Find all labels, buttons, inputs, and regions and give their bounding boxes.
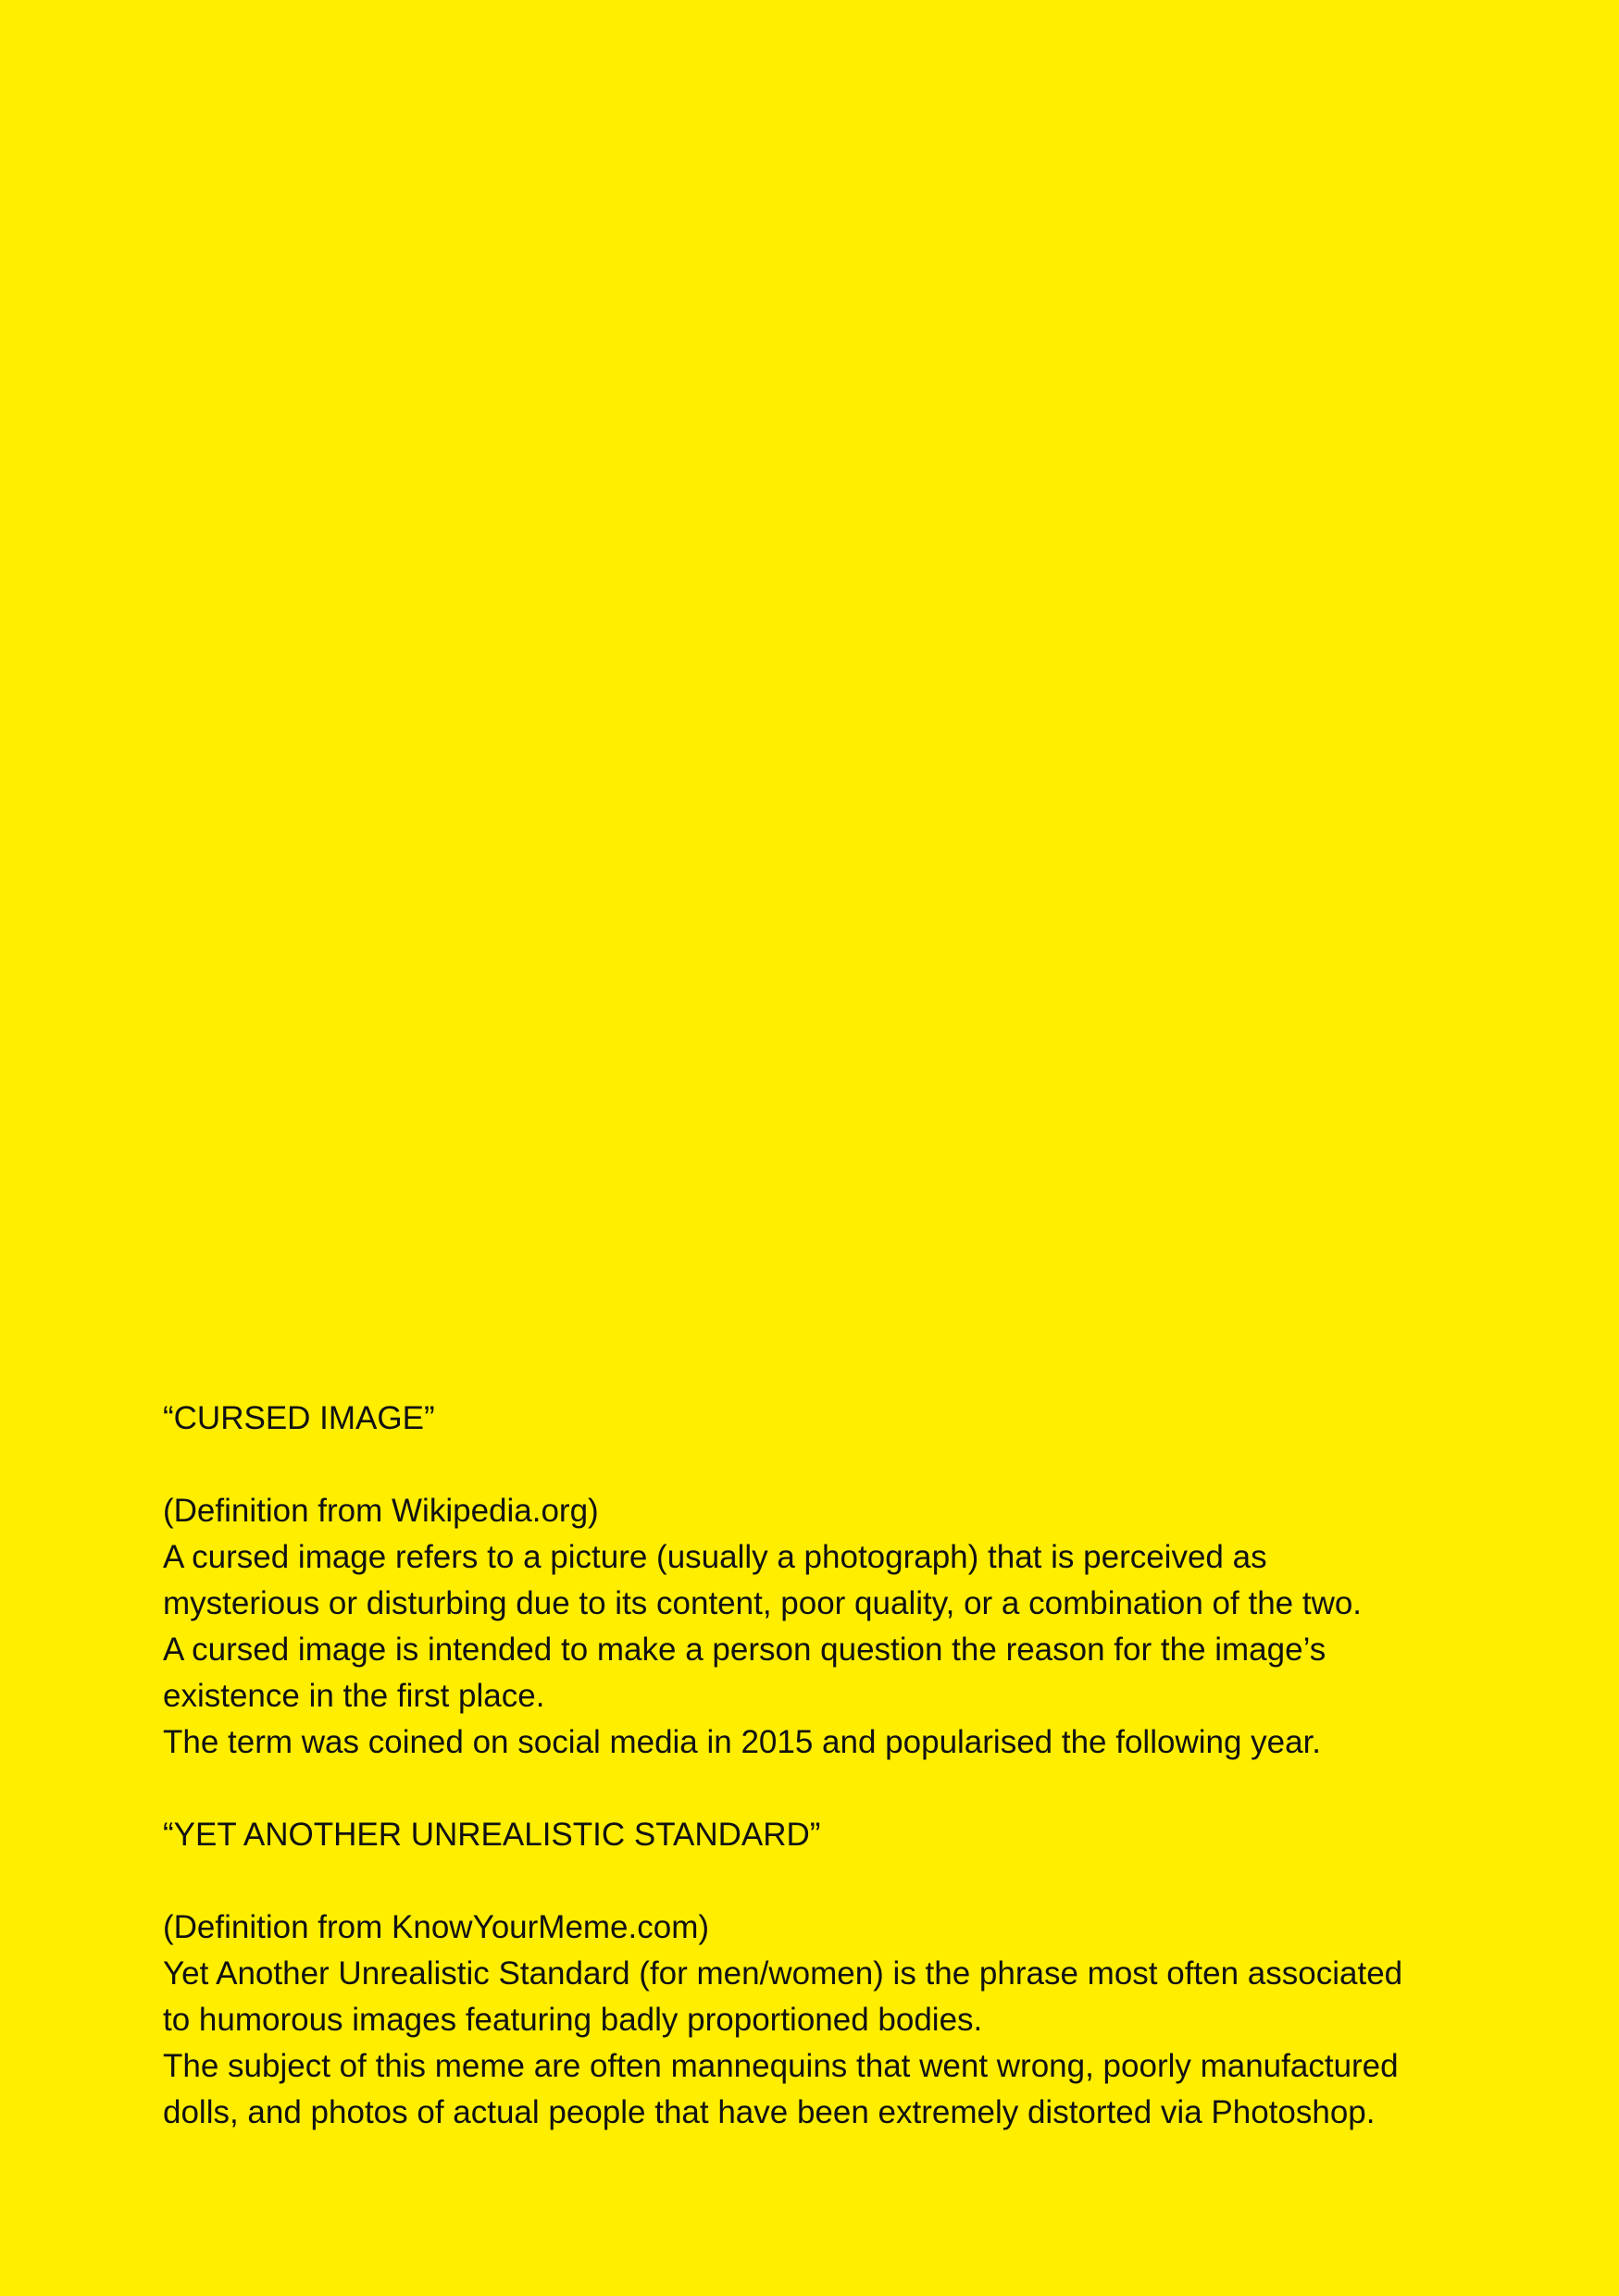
spacer <box>163 1858 1514 1905</box>
spacer <box>163 1442 1514 1488</box>
source-line-wikipedia: (Definition from Wikipedia.org) <box>163 1493 599 1529</box>
section-heading-cursed-image: “CURSED IMAGE” <box>163 1400 435 1436</box>
definition-line: Yet Another Unrealistic Standard (for men/women) is the phrase most often associated <box>163 1955 1403 1992</box>
definition-line: mysterious or disturbing due to its content, poor quality, or a combination of the two. <box>163 1585 1363 1621</box>
definition-line: The term was coined on social media in 2015 and popularised the following year. <box>163 1724 1322 1760</box>
definition-line: The subject of this meme are often mannequins that went wrong, poorly manufactured <box>163 2048 1399 2084</box>
definitions-text-block <box>163 1396 1514 2136</box>
definition-line: A cursed image refers to a picture (usually a photograph) that is perceived as <box>163 1539 1267 1575</box>
spacer <box>163 1766 1514 1812</box>
section-heading-unrealistic-standard: “YET ANOTHER UNREALISTIC STANDARD” <box>163 1817 821 1853</box>
source-line-knowyourmeme: (Definition from KnowYourMeme.com) <box>163 1909 710 1945</box>
definition-line: existence in the first place. <box>163 1678 545 1714</box>
definition-line: A cursed image is intended to make a person question the reason for the image’s <box>163 1632 1326 1668</box>
definition-line: dolls, and photos of actual people that have been extremely distorted via Photoshop. <box>163 2094 1376 2130</box>
definition-line: to humorous images featuring badly proportioned bodies. <box>163 2002 983 2038</box>
